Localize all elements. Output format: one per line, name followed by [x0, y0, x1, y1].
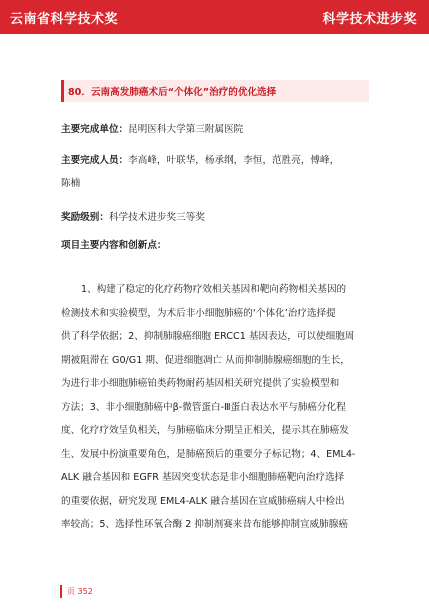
completion-unit-label: 主要完成单位： [61, 124, 129, 135]
project-title-bar [61, 80, 369, 102]
completion-persons-label: 主要完成人员： [61, 155, 129, 166]
body-line: 的重要依据，研究发现 EML4-ALK 融合基因在宣威肺癌病人中检出 [61, 495, 345, 507]
body-line: 1、构建了稳定的化疗药物疗效相关基因和靶向药物相关基因的 [81, 284, 347, 295]
completion-persons-value: 李高峰，叶联华，杨承纲，李恒，范胜亮，傅峰， [128, 155, 340, 166]
body-line: 检测技术和实验模型，为术后非小细胞肺癌的‘个体化’治疗选择提 [61, 307, 336, 319]
completion-unit-value: 昆明医科大学第三附属医院 [128, 124, 244, 135]
body-line: 度、化疗疗效呈负相关，与肺癌临床分期呈正相关，提示其在肺癌发 [61, 425, 349, 436]
award-level-value: 科学技术进步奖三等奖 [108, 212, 205, 223]
completion-persons-row [61, 149, 371, 195]
body-line: 率较高；5、选择性环氧合酶 2 抑制剂赛来昔布能够抑制宣威肺腺癌 [61, 519, 348, 530]
body-line: 供了科学依据；2、抑制肺腺癌细胞 ERCC1 基因表达，可以使细胞周 [61, 331, 355, 342]
award-level-label: 奖励级别： [61, 212, 109, 223]
header-award-title: 云南省科学技术奖 [10, 11, 119, 27]
completion-unit-row [61, 120, 243, 140]
body-line: 生、发展中扮演重要角色，是肺癌预后的重要分子标记物；4、EML4- [61, 448, 356, 460]
award-level-row [61, 208, 205, 228]
page-number: 页 352 [60, 585, 93, 598]
body-line: 期被阻滞在 G0/G1 期、促进细胞凋亡 从而抑制肺腺癌细胞的生长， [61, 354, 350, 366]
header-category-title: 科学技术进步奖 [322, 11, 417, 27]
body-paragraph [61, 278, 371, 537]
body-line: 为进行非小细胞肺癌铂类药物耐药基因相关研究提供了实验模型和 [61, 378, 340, 389]
project-title: 80．云南高发肺癌术后“个体化”治疗的优化选择 [68, 87, 277, 98]
completion-persons-value-2: 陈楠 [61, 178, 81, 189]
body-line: ALK 融合基因和 EGFR 基因突变状态是非小细胞肺癌靶向治疗选择 [61, 472, 345, 483]
section-heading: 项目主要内容和创新点： [61, 240, 167, 251]
page-header-bar [0, 0, 429, 34]
body-line: 方法；3、非小细胞肺癌中β-微管蛋白-Ⅲ蛋白表达水平与肺癌分化程 [61, 401, 346, 413]
